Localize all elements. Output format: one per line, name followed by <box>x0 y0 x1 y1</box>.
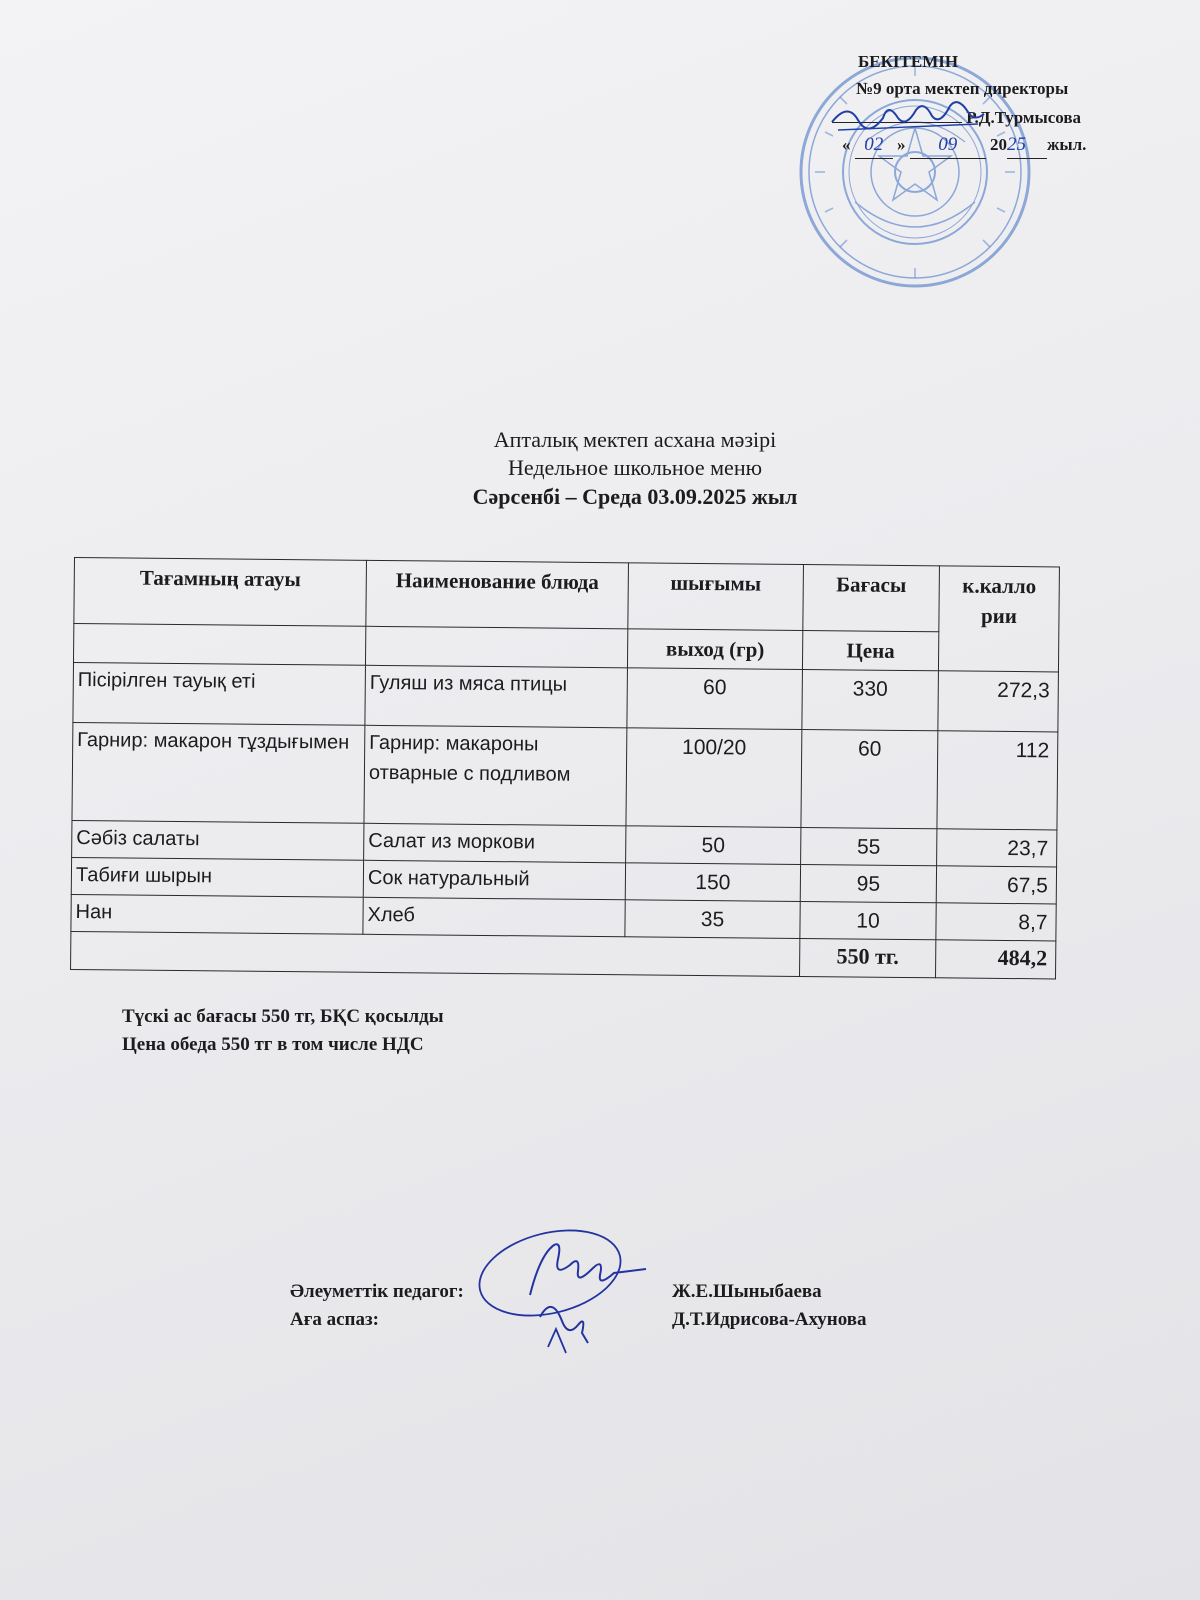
dish-kcal: 272,3 <box>938 671 1059 732</box>
approval-position: №9 орта мектеп директоры <box>856 79 1069 98</box>
header-name-kz: Тағамның атауы <box>74 558 367 627</box>
director-name: Р.Д.Турмысова <box>966 108 1082 127</box>
dish-kz: Пісірілген тауық еті <box>73 662 366 725</box>
director-signature <box>828 92 988 142</box>
price-note <box>122 1003 444 1059</box>
total-empty <box>71 931 800 976</box>
dish-kz: Табиғи шырын <box>71 857 363 897</box>
title-kz: Апталық мектеп асхана мәзірі <box>493 427 777 452</box>
dish-price: 55 <box>801 827 937 865</box>
total-row <box>71 931 1056 978</box>
date-year-suffix: 25 <box>1007 131 1047 159</box>
price-note-ru: Цена обеда 550 тг в том числе НДС <box>122 1034 424 1055</box>
dish-yield: 150 <box>625 863 800 902</box>
title-day: Сәрсенбі – Среда 03.09.2025 жыл <box>472 484 798 509</box>
dish-price: 95 <box>800 864 936 902</box>
dish-yield: 100/20 <box>626 728 802 828</box>
header-price-kz: Бағасы <box>803 565 940 632</box>
date-quote-close: » <box>897 135 906 154</box>
signer-roles <box>290 1278 464 1334</box>
dish-yield: 35 <box>625 900 800 939</box>
dish-ru: Гарнир: макароны отварные с подливом <box>364 725 627 826</box>
dish-price: 330 <box>802 669 939 730</box>
dish-ru: Гуляш из мяса птицы <box>365 665 628 728</box>
dish-kcal: 67,5 <box>936 866 1056 904</box>
dish-kcal: 23,7 <box>937 829 1057 867</box>
signers-signature <box>470 1225 660 1375</box>
dish-kz: Сәбіз салаты <box>72 820 364 860</box>
signer-name-2: Д.Т.Идрисова-Ахунова <box>672 1309 867 1330</box>
date-year-prefix: 20 <box>990 135 1007 154</box>
signer-role-1: Әлеуметтік педагог: <box>290 1281 464 1302</box>
title-ru: Недельное школьное меню <box>507 455 763 480</box>
dish-ru: Салат из моркови <box>364 823 626 863</box>
header-yield-kz: шығымы <box>628 563 804 631</box>
header-row <box>74 558 1060 633</box>
dish-price: 10 <box>800 901 936 939</box>
dish-yield: 50 <box>626 826 801 865</box>
total-kcal: 484,2 <box>936 940 1056 979</box>
date-day: 02 <box>855 131 893 159</box>
header-name-ru: Наименование блюда <box>366 560 629 629</box>
dish-ru: Сок натуральный <box>363 860 625 900</box>
date-quote-open: « <box>842 135 851 154</box>
dish-yield: 60 <box>627 668 803 730</box>
date-year-word: жыл. <box>1047 135 1087 154</box>
signer-names <box>672 1278 867 1334</box>
dish-kz: Нан <box>71 894 363 934</box>
dish-kz: Гарнир: макарон тұздығымен <box>72 722 365 823</box>
table-row <box>73 662 1059 731</box>
dish-kcal: 8,7 <box>936 903 1056 941</box>
total-price: 550 тг. <box>800 938 936 977</box>
dish-ru: Хлеб <box>363 897 625 937</box>
signer-role-2: Аға аспаз: <box>290 1309 379 1330</box>
table-row <box>72 722 1058 829</box>
dish-price: 60 <box>801 729 938 828</box>
signer-name-1: Ж.Е.Шыныбаева <box>672 1281 822 1302</box>
header-kcal: к.калло рии <box>938 566 1059 672</box>
approval-heading: БЕКІТЕМІН <box>858 52 959 71</box>
document-titles <box>0 426 1200 512</box>
header-yield-ru: выход (гр) <box>627 629 802 670</box>
price-note-kz: Түскі ас бағасы 550 тг, БҚС қосылды <box>122 1006 444 1027</box>
header-price-ru: Цена <box>802 630 938 670</box>
menu-table <box>70 557 1060 979</box>
subheader-empty-1 <box>73 624 365 666</box>
date-month: 09 <box>910 131 986 159</box>
dish-kcal: 112 <box>937 731 1058 830</box>
subheader-empty-2 <box>365 626 627 668</box>
